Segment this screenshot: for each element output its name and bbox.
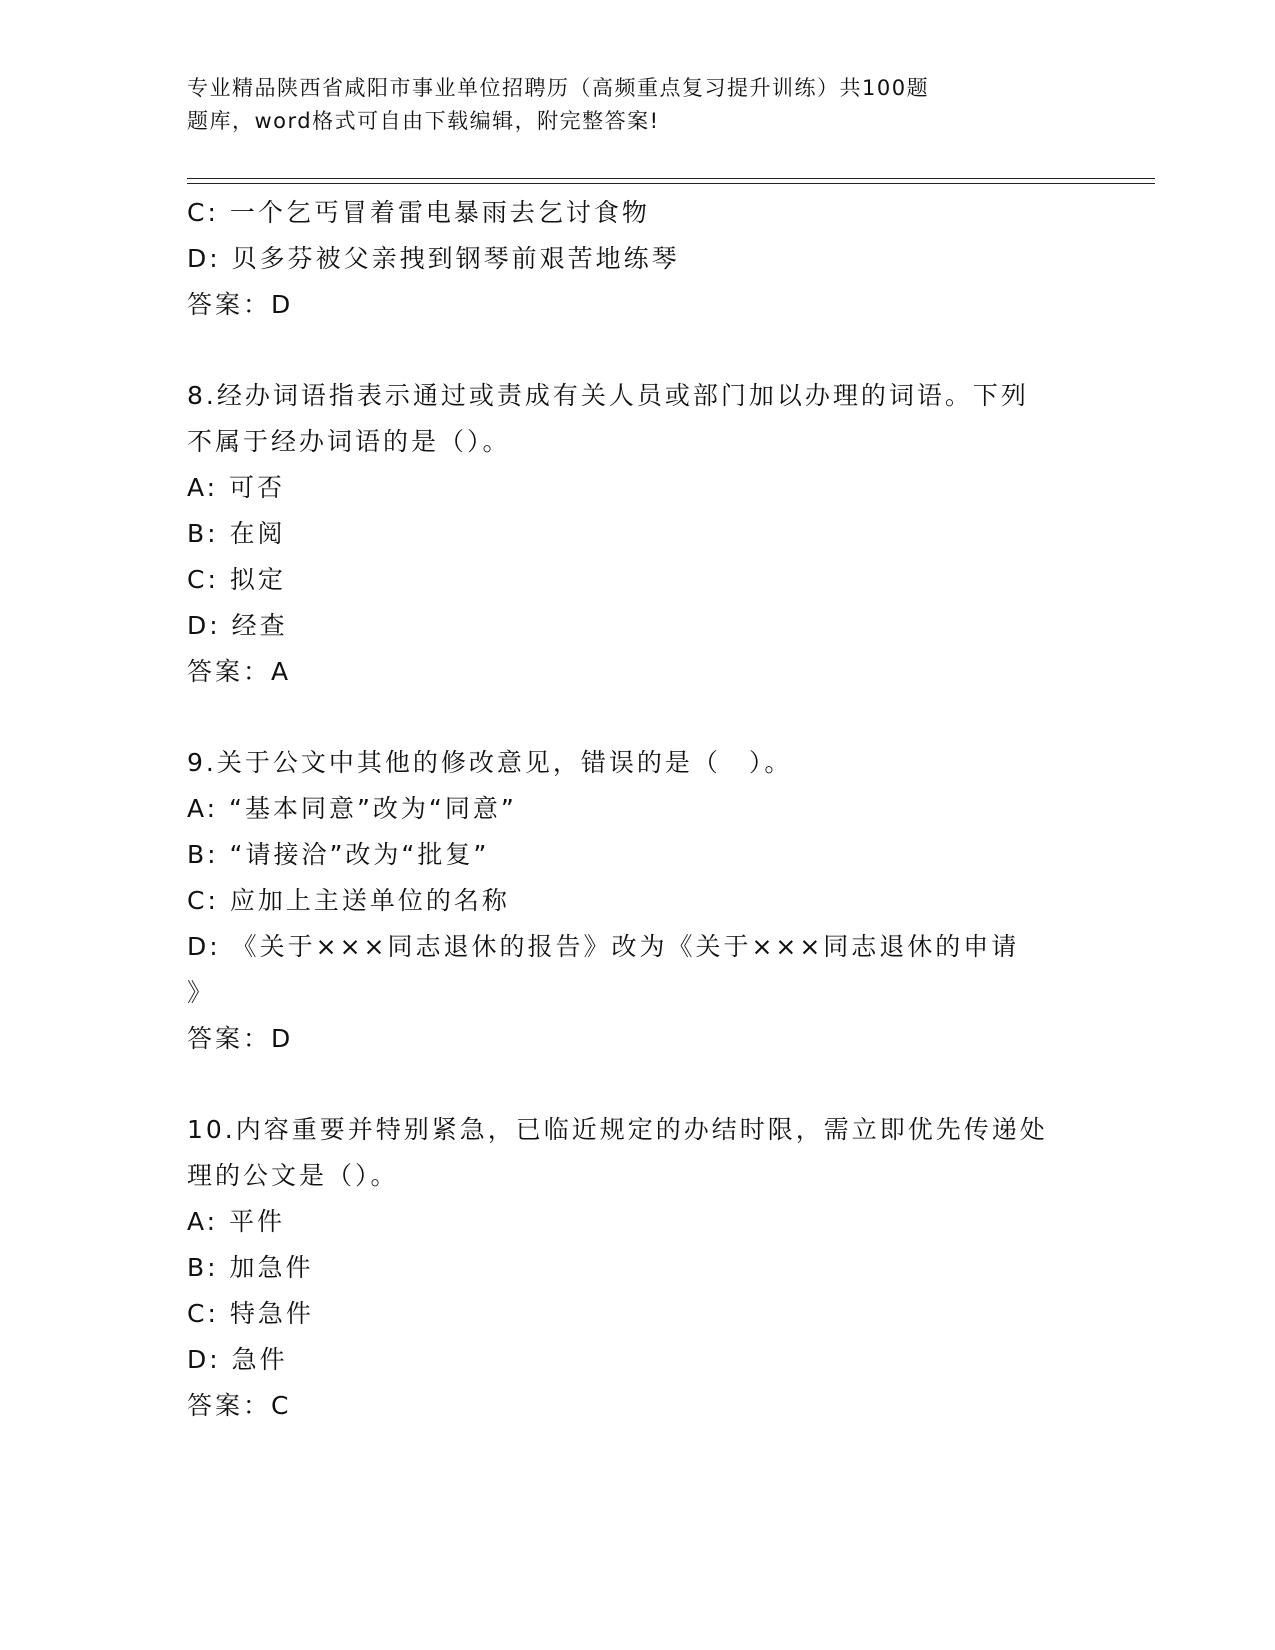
document-header bbox=[187, 72, 1027, 138]
header-line-1: 专业精品陕西省咸阳市事业单位招聘历（高频重点复习提升训练）共100题 bbox=[187, 76, 930, 100]
question-list bbox=[187, 190, 1087, 1429]
option-a: A: “基本同意”改为“同意” bbox=[187, 794, 517, 823]
option-c: C: 一个乞丐冒着雷电暴雨去乞讨食物 bbox=[187, 198, 650, 227]
option-d: D: 急件 bbox=[187, 1345, 288, 1374]
spacer bbox=[187, 328, 1087, 373]
question-stem: 9.关于公文中其他的修改意见，错误的是（ ）。 bbox=[187, 748, 793, 777]
question-9 bbox=[187, 740, 1087, 1062]
question-stem-continued: 不属于经办词语的是（）。 bbox=[187, 427, 511, 456]
option-c: C: 应加上主送单位的名称 bbox=[187, 886, 510, 915]
header-line-2: 题库，word格式可自由下载编辑，附完整答案! bbox=[187, 109, 660, 133]
question-stem: 10.内容重要并特别紧急，已临近规定的办结时限，需立即优先传递处 bbox=[187, 1115, 1048, 1144]
header-divider-bottom bbox=[187, 183, 1155, 184]
spacer bbox=[187, 1062, 1087, 1107]
answer: 答案：A bbox=[187, 657, 292, 686]
option-a: A: 平件 bbox=[187, 1207, 286, 1236]
question-7 bbox=[187, 190, 1087, 328]
option-c: C: 特急件 bbox=[187, 1299, 314, 1328]
option-b: B: “请接洽”改为“批复” bbox=[187, 840, 490, 869]
option-d-continued: 》 bbox=[187, 978, 216, 1007]
option-b: B: 在阅 bbox=[187, 519, 286, 548]
header-divider-top bbox=[187, 178, 1155, 179]
question-10 bbox=[187, 1107, 1087, 1429]
option-b: B: 加急件 bbox=[187, 1253, 314, 1282]
option-c: C: 拟定 bbox=[187, 565, 286, 594]
option-a: A: 可否 bbox=[187, 473, 286, 502]
question-8 bbox=[187, 373, 1087, 695]
answer: 答案：D bbox=[187, 290, 294, 319]
option-d: D: 《关于×××同志退休的报告》改为《关于×××同志退休的申请 bbox=[187, 932, 1020, 961]
spacer bbox=[187, 695, 1087, 740]
option-d: D: 贝多芬被父亲拽到钢琴前艰苦地练琴 bbox=[187, 244, 680, 273]
question-stem: 8.经办词语指表示通过或责成有关人员或部门加以办理的词语。下列 bbox=[187, 381, 1029, 410]
answer: 答案：D bbox=[187, 1024, 294, 1053]
question-stem-continued: 理的公文是（）。 bbox=[187, 1161, 399, 1190]
option-d: D: 经查 bbox=[187, 611, 288, 640]
answer: 答案：C bbox=[187, 1391, 292, 1420]
